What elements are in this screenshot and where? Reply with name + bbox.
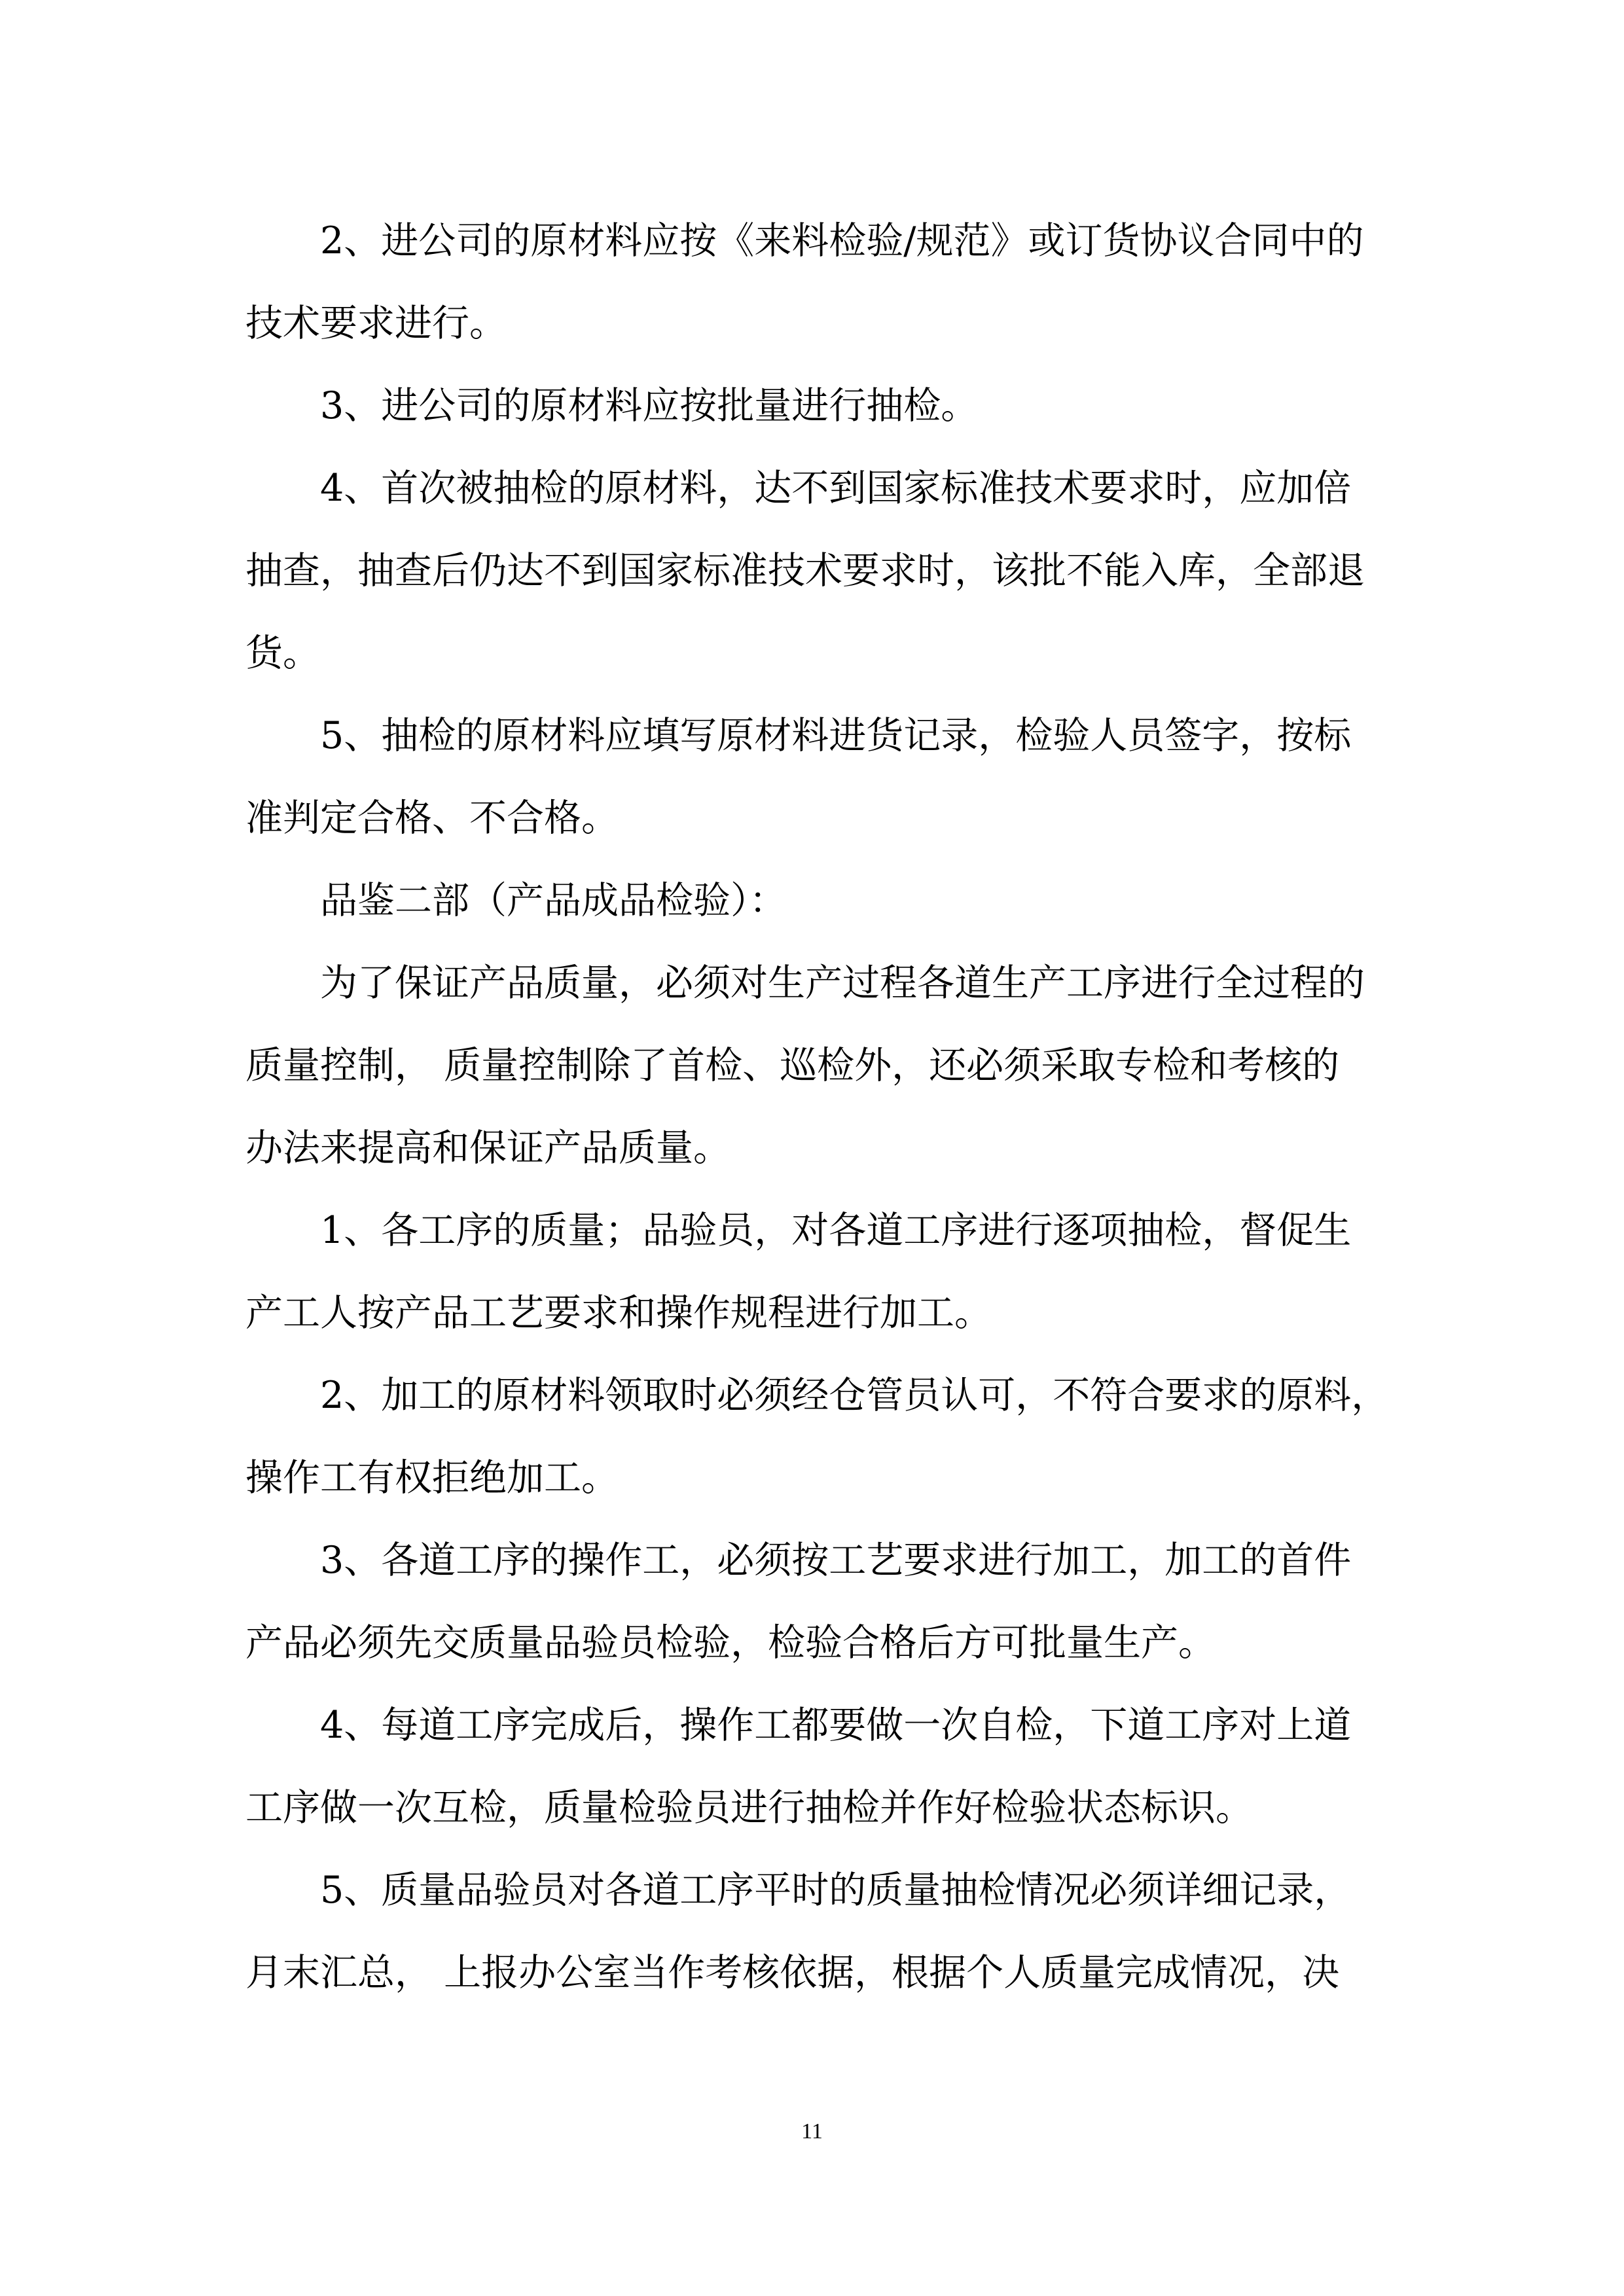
text-line: 为了保证产品质量，必须对生产过程各道生产工序进行全过程的 — [320, 961, 1365, 1005]
text-line: 产工人按产品工艺要求和操作规程进行加工。 — [245, 1291, 992, 1335]
text-line: 5、质量品验员对各道工序平时的质量抽检情况必须详细记录， — [320, 1869, 1352, 1912]
text-line: 准判定合格、不合格。 — [245, 797, 619, 840]
text-line: 2、进公司的原材料应按《来料检验/规范》或订货协议合同中的 — [320, 219, 1364, 262]
text-line: 操作工有权拒绝加工。 — [245, 1456, 619, 1499]
text-line: 3、各道工序的操作工，必须按工艺要求进行加工，加工的首件 — [320, 1539, 1352, 1582]
text-line: 办法来提高和保证产品质量。 — [245, 1126, 731, 1170]
text-line: 3、进公司的原材料应按批量进行抽检。 — [320, 384, 979, 427]
text-line: 5、抽检的原材料应填写原材料进货记录，检验人员签字，按标 — [320, 714, 1352, 757]
text-line: 技术要求进行。 — [245, 302, 507, 345]
text-line: 工序做一次互检，质量检验员进行抽检并作好检验状态标识。 — [245, 1786, 1253, 1829]
text-line: 货。 — [245, 632, 320, 675]
text-line: 4、首次被抽检的原材料，达不到国家标准技术要求时，应加倍 — [320, 467, 1352, 510]
text-line: 月末汇总， 上报办公室当作考核依据，根据个人质量完成情况，决 — [245, 1951, 1340, 1994]
section-heading: 品鉴二部（产品成品检验）： — [320, 879, 787, 922]
page-number: 11 — [801, 2119, 823, 2144]
text-line: 抽查，抽查后仍达不到国家标准技术要求时，该批不能入库，全部退 — [245, 549, 1365, 592]
text-line: 产品必须先交质量品验员检验，检验合格后方可批量生产。 — [245, 1621, 1216, 1664]
text-line: 4、每道工序完成后，操作工都要做一次自检，下道工序对上道 — [320, 1704, 1352, 1747]
document-body — [245, 200, 1389, 2014]
text-line: 2、加工的原材料领取时必须经仓管员认可，不符合要求的原料， — [320, 1374, 1389, 1417]
text-line: 质量控制， 质量控制除了首检、巡检外，还必须采取专检和考核的 — [245, 1044, 1340, 1087]
text-line: 1、各工序的质量；品验员，对各道工序进行逐项抽检，督促生 — [320, 1209, 1352, 1252]
